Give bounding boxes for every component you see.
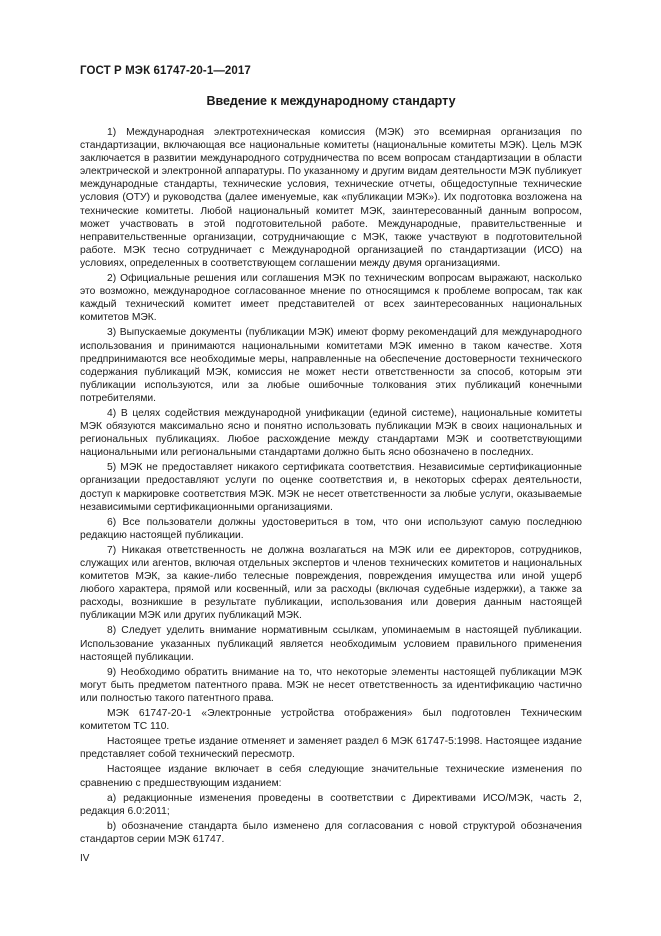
paragraph-7: 7) Никакая ответственность не должна возлагаться на МЭК или ее директоров, сотрудников, служащих или агентов, включая отдельных экспертов и членов технических комитетов и национальных комитетов МЭК, за какие-либо телесные повреждения, повреждения имущества или иной ущерб любого характера, прямой или косвенный, или за расходы (включая судебные издержки), а также за расходы, возникшие в результате публикации, использования или доверия данным настоящей публикации МЭК или других публикаций МЭК. [80,544,582,622]
paragraph-1: 1) Международная электротехническая комиссия (МЭК) это всемирная организация по стандартизации, включающая все национальные комитеты (национальные комитеты МЭК). Цель МЭК заключается в развитии международного сотрудничества по всем вопросам стандартизации в области электрической и электронной аппаратуры. По указанному и другим видам деятельности МЭК публикует международные стандарты, технические условия, технические отчеты, общедоступные технические условия (ОТУ) и руководства (далее именуемые, как «публикации МЭК»). Их подготовка возложена на технические комитеты. Любой национальный комитет МЭК, заинтересованный данным вопросом, может участвовать в этой подготовительной работе. Международные, правительственные и неправительственные организации, сотрудничающие с МЭК, также участвуют в подготовительной работе. МЭК тесно сотрудничает с Международной организацией по стандартизации (ИСО) на условиях, определенных в соответствующем соглашении между двумя организациями. [80,127,582,269]
body-text [80,126,582,848]
paragraph-3: 3) Выпускаемые документы (публикации МЭК) имеют форму рекомендаций для международного использования и принимаются национальными комитетами МЭК именно в таком качестве. Хотя предпринимаются все необходимые меры, направленные на обеспечение достоверности технического содержания публикаций МЭК, комиссия не может нести ответственности за способ, которым эти публикации используются, или за любые ошибочные толкования этих публикаций конечными потребителями. [80,327,582,404]
paragraph-tc-prepared: МЭК 61747-20-1 «Электронные устройства отображения» был подготовлен Техническим комитетом ТС 110. [80,708,582,733]
paragraph-changes-intro: Настоящее издание включает в себя следующие значительные технические изменения по сравнению с предшествующим изданием: [80,764,582,789]
paragraph-2: 2) Официальные решения или соглашения МЭК по техническим вопросам выражают, насколько это возможно, международное согласованное мнение по относящимся к проблеме вопросам, так как каждый технический комитет имеет представителей от всех заинтересованных национальных комитетов МЭК. [80,273,582,324]
paragraph-6: 6) Все пользователи должны удостовериться в том, что они используют самую последнюю редакцию настоящей публикации. [80,516,582,541]
document-code-header: ГОСТ Р МЭК 61747-20-1—2017 [80,65,251,77]
paragraph-9: 9) Необходимо обратить внимание на то, что некоторые элементы настоящей публикации МЭК могут быть предметом патентного права. МЭК не несет ответственность за идентификацию частично или полностью такого патентного права. [80,666,582,704]
section-title: Введение к международному стандарту [206,94,456,108]
paragraph-change-b: b) обозначение стандарта было изменено для согласования с новой структурой обозначения стандартов серии МЭК 61747. [80,820,582,845]
paragraph-edition: Настоящее третье издание отменяет и заменяет раздел 6 МЭК 61747-5:1998. Настоящее издание представляет собой технический пересмотр. [80,736,582,761]
paragraph-4: 4) В целях содействия международной унификации (единой системе), национальные комитеты МЭК обязуются максимально ясно и понятно использовать публикации МЭК в своих национальных и региональных публикациях. Любое расхождение между стандартами МЭК и соответствующими национальными или региональными стандартами должно быть ясно обозначено в последних. [80,407,582,459]
page-number: IV [80,853,90,864]
paragraph-change-a: a) редакционные изменения проведены в соответствии с Директивами ИСО/МЭК, часть 2, редакция 6.0:2011; [80,792,582,817]
paragraph-5: 5) МЭК не предоставляет никакого сертификата соответствия. Независимые сертификационные организации предоставляют услуги по оценке соответствия и, в некоторых сферах деятельности, доступ к маркировке соответствия МЭК. МЭК не несет ответственности за любые услуги, оказываемые независимыми сертификационными организациями. [80,462,582,513]
paragraph-8: 8) Следует уделить внимание нормативным ссылкам, упоминаемым в настоящей публикации. Использование указанных публикаций является необходимым условием правильного применения настоящей публикации. [80,625,582,663]
